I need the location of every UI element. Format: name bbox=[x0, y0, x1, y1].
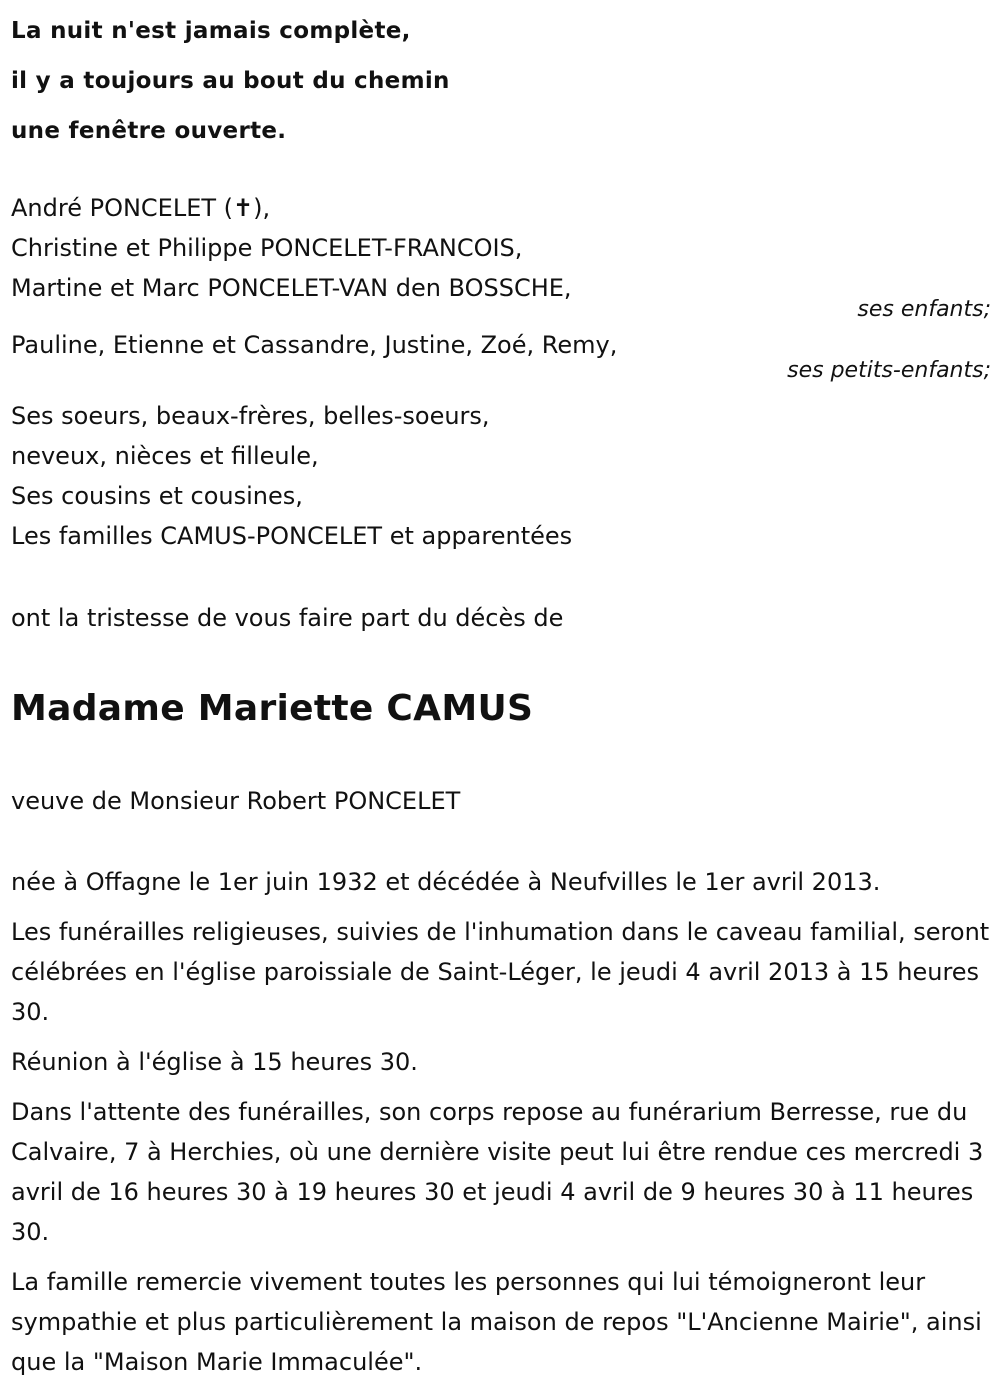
deceased-name: Madame Mariette CAMUS bbox=[11, 688, 534, 729]
family-line: Ses soeurs, beaux-frères, belles-soeurs, bbox=[11, 402, 490, 430]
child-name-line: André PONCELET (✝), bbox=[11, 194, 271, 222]
child-name-line: Christine et Philippe PONCELET-FRANCOIS, bbox=[11, 234, 523, 262]
children-role-label: ses enfants; bbox=[857, 297, 991, 322]
family-line: Ses cousins et cousines, bbox=[11, 482, 303, 510]
poem-line-2: il y a toujours au bout du chemin bbox=[11, 68, 450, 94]
announcement-text: ont la tristesse de vous faire part du décès de bbox=[11, 604, 564, 632]
grandchildren-names: Pauline, Etienne et Cassandre, Justine, Zoé, Remy, bbox=[11, 331, 618, 359]
opening-poem bbox=[11, 0, 991, 156]
family-line: neveux, nièces et filleule, bbox=[11, 442, 319, 470]
funeral-paragraph: Les funérailles religieuses, suivies de l'inhumation dans le caveau familial, seront célébrées en l'église paroissiale de Saint-Léger, le jeudi 4 avril 2013 à 15 heures 30. bbox=[11, 918, 990, 1026]
grandchildren-role-label: ses petits-enfants; bbox=[787, 358, 991, 383]
meeting-paragraph: Réunion à l'église à 15 heures 30. bbox=[11, 1048, 418, 1076]
thanks-paragraph: La famille remercie vivement toutes les personnes qui lui témoigneront leur sympathie et plus particulièrement la maison de repos "L'Ancienne Mairie", ainsi que la "Maison Marie Immaculée". bbox=[11, 1268, 982, 1376]
extended-family-block bbox=[11, 396, 991, 556]
family-line: Les familles CAMUS-PONCELET et apparentées bbox=[11, 522, 573, 550]
widow-of-text: veuve de Monsieur Robert PONCELET bbox=[11, 787, 461, 815]
visitation-paragraph: Dans l'attente des funérailles, son corps repose au funérarium Berresse, rue du Calvaire, 7 à Herchies, où une dernière visite peut lui être rendue ces mercredi 3 avril de 16 heures 30 à 19 heures 30 et jeudi 4 avril de 9 heures 30 à 11 heures 30. bbox=[11, 1098, 984, 1246]
child-name-line: Martine et Marc PONCELET-VAN den BOSSCHE, bbox=[11, 274, 572, 302]
poem-line-1: La nuit n'est jamais complète, bbox=[11, 18, 411, 44]
grandchildren-block bbox=[11, 325, 991, 384]
obituary-notice bbox=[11, 0, 991, 1382]
poem-line-3: une fenêtre ouverte. bbox=[11, 118, 287, 144]
birth-death-paragraph: née à Offagne le 1er juin 1932 et décédée à Neufvilles le 1er avril 2013. bbox=[11, 868, 881, 896]
children-block bbox=[11, 188, 991, 323]
